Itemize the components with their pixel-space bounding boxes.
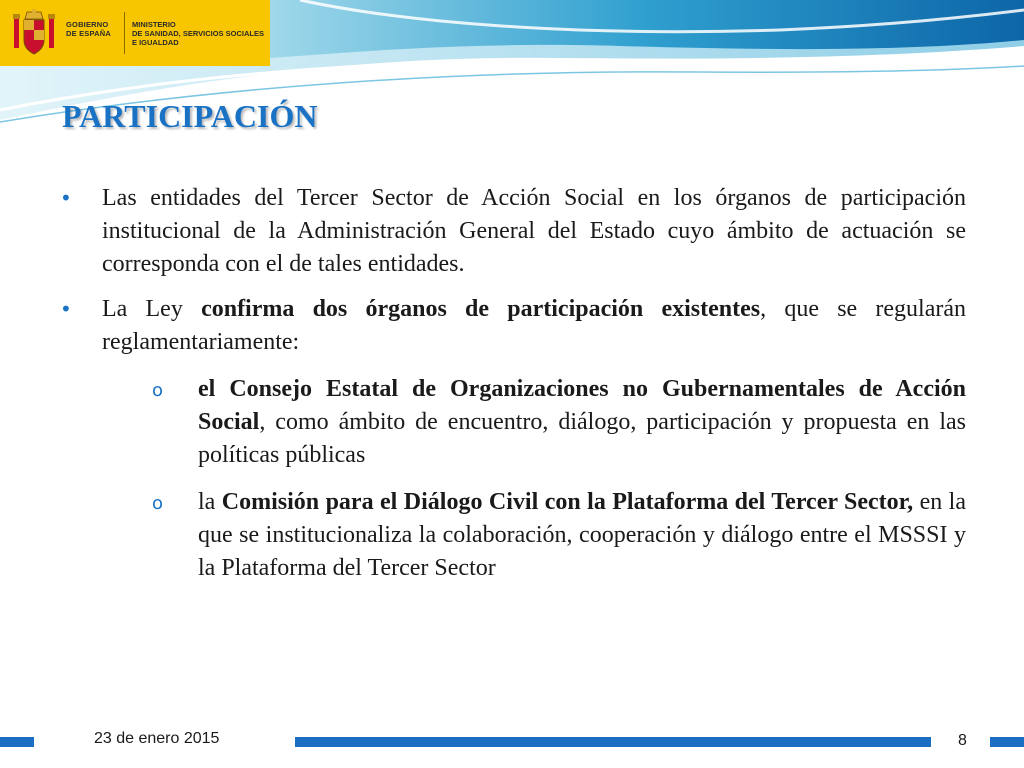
sub-2-text-a: la — [198, 489, 222, 515]
bullet-item — [60, 293, 966, 359]
sub-bullet-list — [152, 373, 966, 585]
sub-2-bold: Comisión para el Diálogo Civil con la Plataforma del Tercer Sector, — [221, 489, 914, 515]
footer-bar-right — [990, 737, 1024, 747]
footer-bar-left — [0, 737, 34, 747]
footer-bar-middle — [295, 737, 931, 747]
ministry-name — [132, 20, 266, 47]
government-logo — [0, 0, 270, 66]
gov-line-1: GOBIERNO — [66, 20, 109, 29]
page-number: 8 — [958, 732, 967, 749]
bullet-2-text-b: , que se regularán reglamentariamente: — [102, 296, 967, 355]
bullet-icon: • — [60, 186, 72, 210]
coat-of-arms-icon — [10, 8, 58, 58]
sub-bullet-item — [152, 486, 966, 585]
ministry-line-3: E IGUALDAD — [132, 38, 179, 47]
bullet-item — [60, 182, 966, 281]
sub-2-text-b: en la que se institucionaliza la colaboración, cooperación y diálogo entre el MSSSI y la Plataforma del Tercer Sector — [198, 489, 966, 581]
sub-bullet-text — [198, 376, 966, 468]
sub-bullet-item — [152, 373, 966, 472]
government-name — [66, 20, 118, 38]
circle-bullet-icon: o — [152, 380, 164, 401]
bullet-2-text-a: La Ley — [102, 296, 202, 322]
bullet-1-text: Las entidades del Tercer Sector de Acción Social en los órganos de participación institucional de la Administración General del Estado cuyo ámbito de actuación se corresponda con el de tales entidades. — [102, 185, 966, 277]
sub-1-text: , como ámbito de encuentro, diálogo, participación y propuesta en las políticas públicas — [198, 409, 966, 468]
sub-1-bold: el Consejo Estatal de Organizaciones no Gubernamentales de Acción Social — [198, 376, 966, 435]
bullet-text — [102, 296, 966, 355]
slide-content — [60, 182, 966, 599]
circle-bullet-icon: o — [152, 493, 164, 514]
logo-divider — [124, 12, 125, 54]
ministry-line-2: DE SANIDAD, SERVICIOS SOCIALES — [132, 29, 264, 38]
gov-line-2: DE ESPAÑA — [66, 29, 112, 38]
bullet-icon: • — [60, 297, 72, 321]
bullet-text — [102, 185, 966, 277]
ministry-line-1: MINISTERIO — [132, 20, 176, 29]
slide-title: PARTICIPACIÓN — [62, 98, 318, 134]
sub-bullet-text — [198, 489, 966, 581]
bullet-2-bold: confirma dos órganos de participación existentes — [201, 296, 761, 322]
footer-date: 23 de enero 2015 — [94, 730, 220, 747]
